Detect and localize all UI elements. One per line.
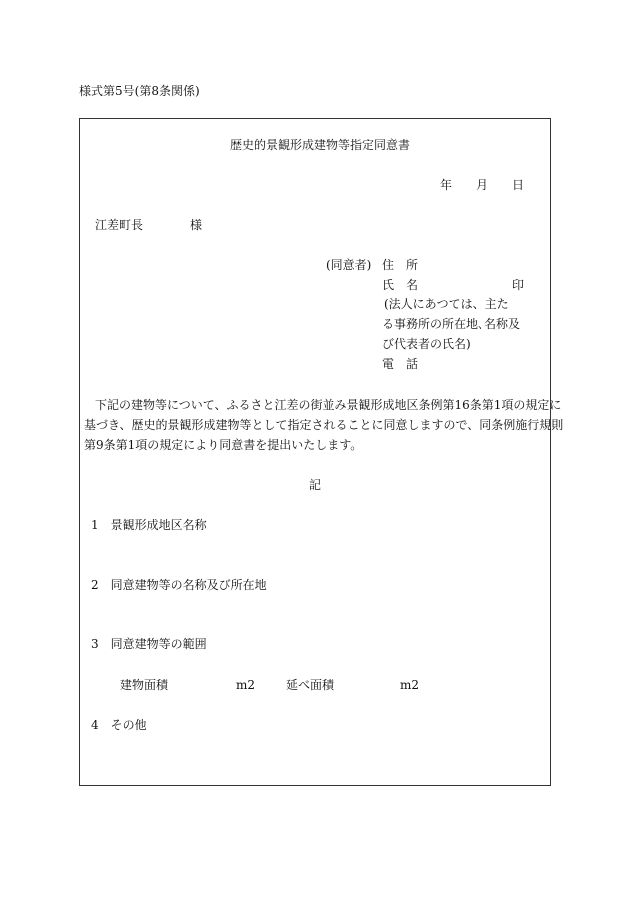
item-label: 同意建物等の範囲 [110, 637, 207, 651]
corporate-note-line: る事務所の所在地､名称及 [382, 317, 521, 331]
item-other [91, 719, 147, 731]
building-area-unit: m2 [236, 678, 256, 692]
ki-heading: 記 [308, 478, 321, 492]
addressee-name: 江差町長 [95, 218, 144, 232]
item-label: その他 [110, 718, 147, 732]
consenter-label: (同意者) [326, 258, 372, 272]
item-number: 1 [91, 518, 99, 532]
corporate-note-line: (法人にあつては、主た [384, 297, 509, 311]
item-district-name [91, 519, 207, 531]
item-label: 景観形成地区名称 [110, 518, 207, 532]
addressee-honorific: 様 [190, 218, 203, 232]
date-month-label: 月 [476, 178, 489, 192]
date-year-label: 年 [440, 178, 453, 192]
name-label: 氏 名 [382, 278, 419, 292]
document-title: 歴史的景観形成建物等指定同意書 [229, 138, 410, 152]
item-building-scope [91, 638, 207, 650]
floor-area-label: 延べ面積 [286, 678, 335, 692]
phone-label: 電 話 [382, 357, 419, 371]
body-text-line: 第9条第1項の規定により同意書を提出いたします。 [84, 438, 363, 452]
date-day-label: 日 [512, 178, 525, 192]
body-text-line: 下記の建物等について、ふるさと江差の街並み景観形成地区条例第16条第1項の規定に [95, 398, 562, 412]
form-number: 様式第5号(第8条関係) [79, 84, 200, 98]
building-area-label: 建物面積 [120, 678, 169, 692]
item-label: 同意建物等の名称及び所在地 [110, 578, 267, 592]
floor-area-unit: m2 [400, 678, 420, 692]
item-number: 4 [91, 718, 99, 732]
seal-mark: 印 [512, 278, 525, 292]
address-label: 住 所 [382, 258, 419, 272]
item-number: 3 [91, 637, 99, 651]
corporate-note-line: び代表者の氏名) [382, 337, 471, 351]
item-building-name-location [91, 579, 267, 591]
body-text-line: 基づき、歴史的景観形成建物等として指定されることに同意しますので、同条例施行規則 [84, 418, 564, 432]
item-number: 2 [91, 578, 99, 592]
